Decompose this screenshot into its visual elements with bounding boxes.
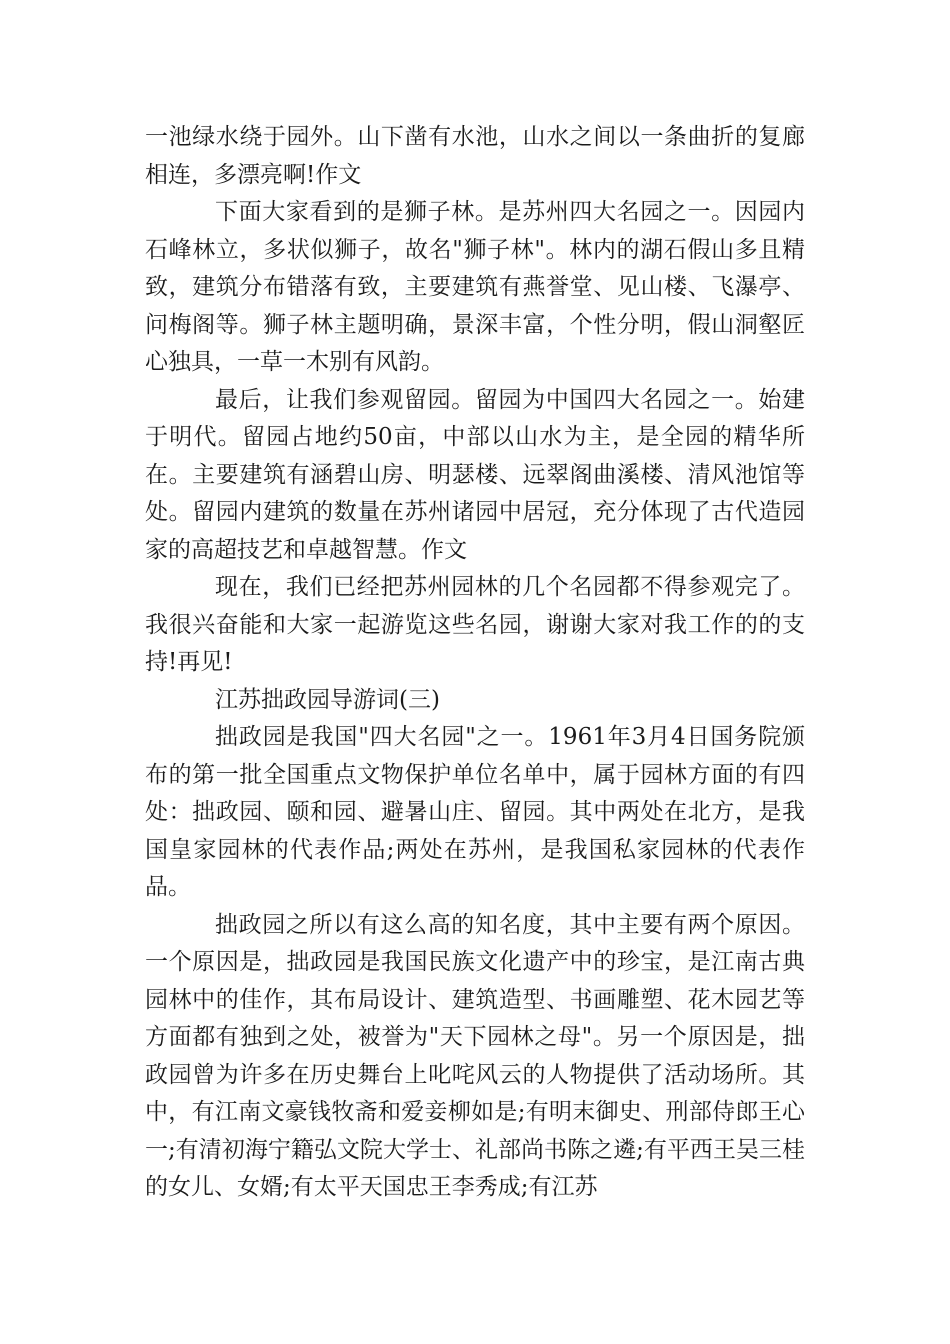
paragraph-lingering-garden: 最后，让我们参观留园。留园为中国四大名园之一。始建于明代。留园占地约50亩，中部以山水为主，是全园的精华所在。主要建筑有涵碧山房、明瑟楼、远翠阁曲溪楼、清风池馆等处。留园内建筑的数量在苏州诸园中居冠，充分体现了古代造园家的高超技艺和卓越智慧。作文 xyxy=(145,386,805,563)
paragraph-humble-administrator-fame: 拙政园之所以有这么高的知名度，其中主要有两个原因。一个原因是，拙政园是我国民族文化遗产中的珍宝，是江南古典园林中的佳作，其布局设计、建筑造型、书画雕塑、花木园艺等方面都有独到之处，被誉为"天下园林之母"。另一个原因是，拙政园曾为许多在历史舞台上叱咤风云的人物提供了活动场所。其中，有江南文豪钱牧斋和爱妾柳如是;有明末御史、刑部侍郎王心一;有清初海宁籍弘文院大学士、礼部尚书陈之遴;有平西王吴三桂的女儿、女婿;有太平天国忠王李秀成;有江苏 xyxy=(145,911,805,1200)
section-title: 江苏拙政园导游词(三) xyxy=(215,686,440,713)
paragraph-continuation: 一池绿水绕于园外。山下凿有水池，山水之间以一条曲折的复廊相连，多漂亮啊!作文 xyxy=(145,124,805,188)
paragraph-humble-administrator-intro: 拙政园是我国"四大名园"之一。1961年3月4日国务院颁布的第一批全国重点文物保护单位名单中，属于园林方面的有四处：拙政园、颐和园、避暑山庄、留园。其中两处在北方，是我国皇家园林的代表作品;两处在苏州，是我国私家园林的代表作品。 xyxy=(145,724,805,900)
paragraph-lion-grove: 下面大家看到的是狮子林。是苏州四大名园之一。因园内石峰林立，多状似狮子，故名"狮子林"。林内的湖石假山多且精致，建筑分布错落有致，主要建筑有燕誉堂、见山楼、飞瀑亭、问梅阁等。狮子林主题明确，景深丰富，个性分明，假山洞壑匠心独具，一草一木别有风韵。 xyxy=(145,199,805,375)
document-page xyxy=(145,119,805,1207)
paragraph-farewell: 现在，我们已经把苏州园林的几个名园都不得参观完了。我很兴奋能和大家一起游览这些名园，谢谢大家对我工作的的支持!再见! xyxy=(145,574,805,675)
